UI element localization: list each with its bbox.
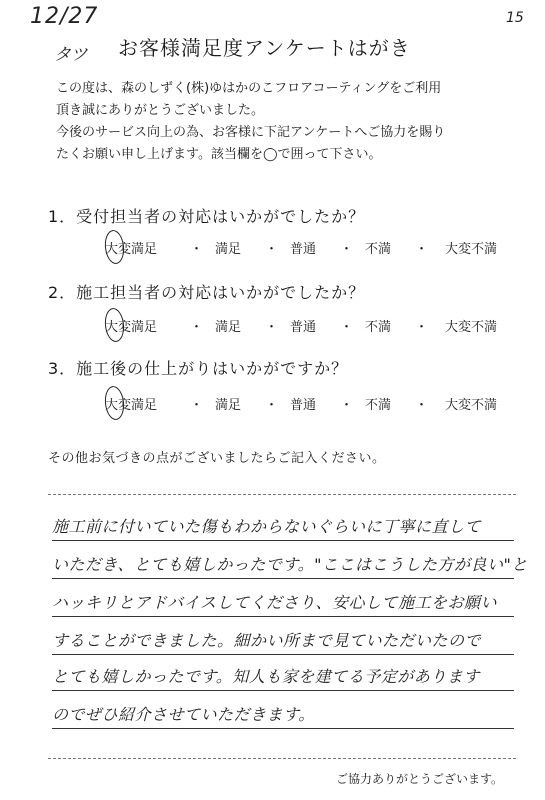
separator: ・ [415,398,429,413]
option-satisfied[interactable]: 満足 [215,320,242,335]
option-very-satisfied[interactable]: 大変満足 [105,320,158,335]
separator: ・ [265,320,279,335]
separator: ・ [265,242,279,257]
survey-title: お客様満足度アンケートはがき [118,36,411,60]
footer-thanks: ご協力ありがとうございます。 [336,772,504,786]
comment-line: とても嬉しかったです。知人も家を建てる予定があります [52,667,480,686]
option-very-satisfied[interactable]: 大変満足 [105,398,158,413]
underline [52,728,514,729]
comment-line: いただき、とても嬉しかったです。"ここはこうした方が良い"と [52,555,528,574]
option-dissatisfied[interactable]: 不満 [365,320,392,335]
option-very-dissatisfied[interactable]: 大変不満 [445,320,498,335]
comment-line: 施工前に付いていた傷もわからないぐらいに丁寧に直して [52,517,482,536]
question-2: 2．施工担当者の対応はいかがでしたか？ [48,283,366,302]
comment-line: のでぜひ紹介させていただきます。 [52,705,315,724]
handwritten-mark: タツ [54,45,88,65]
dashed-divider [48,494,516,495]
option-neutral[interactable]: 普通 [290,242,317,257]
option-dissatisfied[interactable]: 不満 [365,398,392,413]
question-3: 3．施工後の仕上がりはいかがですか？ [48,359,349,378]
selected-circle-mark [103,307,125,343]
separator: ・ [340,320,354,335]
selected-circle-mark [103,229,125,265]
intro-line: たくお願い申し上げます。該当欄を◯で囲って下さい。 [56,147,382,162]
options-q3 [95,394,515,414]
handwritten-page-number: 15 [506,10,524,26]
option-very-dissatisfied[interactable]: 大変不満 [445,398,498,413]
intro-line: 今後のサービス向上の為、お客様に下記アンケートへご協力を賜り [56,125,446,140]
underline [52,578,514,579]
separator: ・ [340,398,354,413]
underline [52,654,514,655]
underline [52,690,514,691]
separator: ・ [415,242,429,257]
intro-line: この度は、森のしずく(株)ゆはかのこフロアコーティングをご利用 [56,81,442,96]
separator: ・ [190,320,204,335]
comment-prompt: その他お気づきの点がございましたらご記入ください。 [48,451,386,466]
selected-circle-mark [103,385,125,421]
options-q2 [95,316,515,336]
option-satisfied[interactable]: 満足 [215,398,242,413]
options-q1 [95,238,515,258]
intro-text [56,78,526,166]
underline [52,540,514,541]
separator: ・ [415,320,429,335]
separator: ・ [190,242,204,257]
question-1: 1．受付担当者の対応はいかがでしたか？ [48,207,366,226]
option-very-dissatisfied[interactable]: 大変不満 [445,242,498,257]
option-neutral[interactable]: 普通 [290,398,317,413]
underline [52,616,514,617]
option-satisfied[interactable]: 満足 [215,242,242,257]
dashed-divider [48,758,516,759]
handwritten-date: 12/27 [30,4,99,29]
comment-line: ハッキリとアドバイスしてくださり、安心して施工をお願い [52,593,498,612]
separator: ・ [190,398,204,413]
separator: ・ [265,398,279,413]
option-neutral[interactable]: 普通 [290,320,317,335]
intro-line: 頂き誠にありがとうございました。 [56,103,265,118]
separator: ・ [340,242,354,257]
option-dissatisfied[interactable]: 不満 [365,242,392,257]
comment-line: することができました。細かい所まで見ていただいたので [52,631,482,650]
option-very-satisfied[interactable]: 大変満足 [105,242,158,257]
